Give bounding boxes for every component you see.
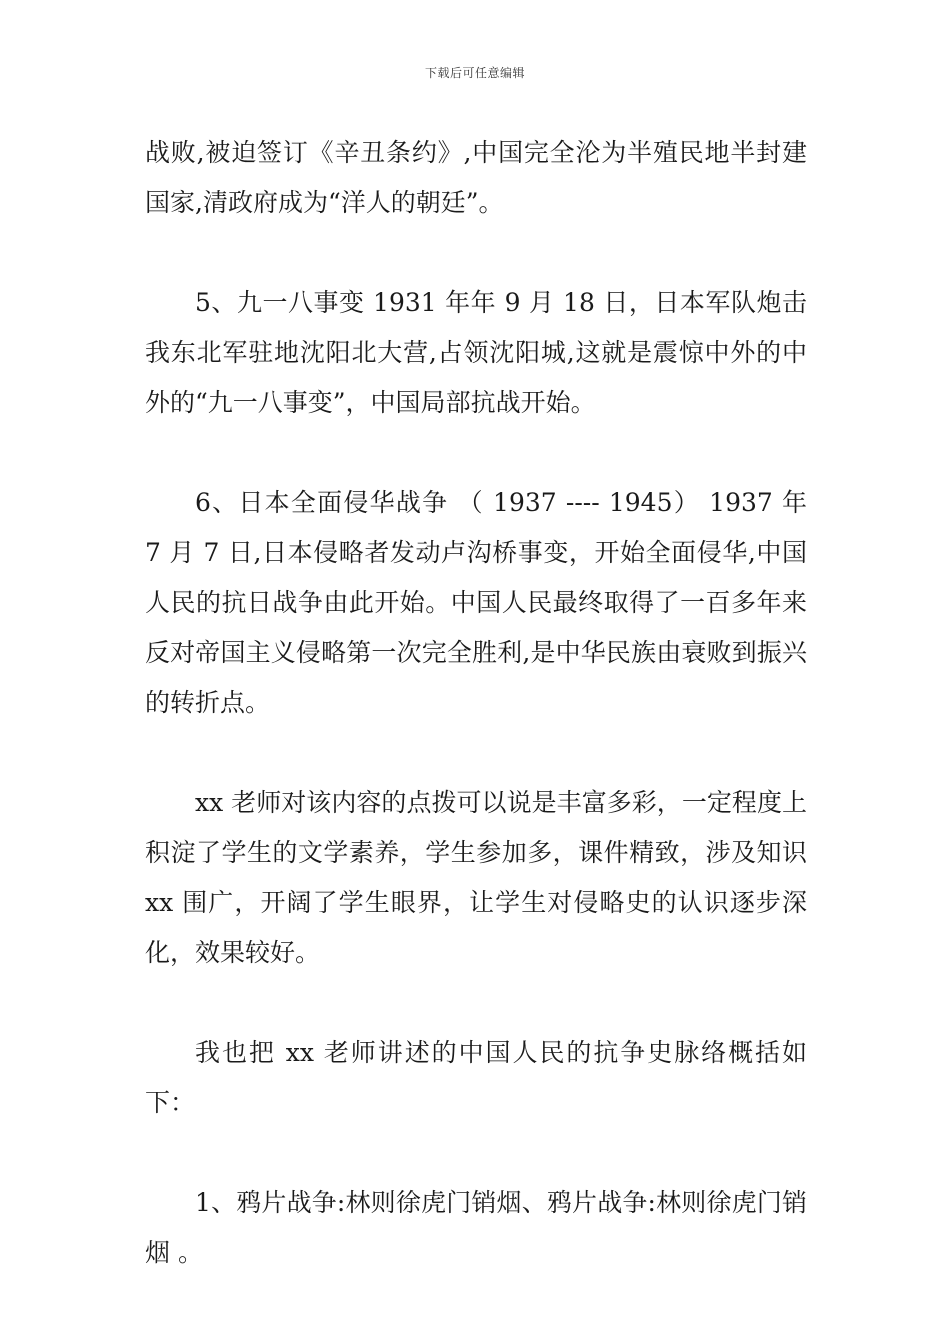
paragraph-full-scale-invasion: 6、日本全面侵华战争 （ 1937 ---- 1945） 1937 年 7 月 7 日,日本侵略者发动卢沟桥事变，开始全面侵华,中国人民的抗日战争由此开始。中国人民最终取得了一百多年来反对帝国主义侵略第一次完全胜利,是中华民族由衰败到振兴的转折点。 [145,488,807,717]
paragraph-spacer [145,728,807,778]
paragraph-spacer [145,428,807,478]
paragraph-teacher-comment: xx 老师对该内容的点拨可以说是丰富多彩，一定程度上积淀了学生的文学素养，学生参加多，课件精致，涉及知识 xx 围广，开阔了学生眼界，让学生对侵略史的认识逐步深化，效果较好。 [145,788,807,967]
paragraph-mukden-incident: 5、九一八事变 1931 年年 9 月 18 日，日本军队炮击我东北军驻地沈阳北大营,占领沈阳城,这就是震惊中外的中外的“九一八事变”，中国局部抗战开始。 [145,288,807,417]
page-header-note: 下载后可任意编辑 [424,66,525,80]
paragraph-opium-war: 1、鸦片战争:林则徐虎门销烟、鸦片战争:林则徐虎门销烟 。 [145,1188,807,1267]
paragraph-summary-intro: 我也把 xx 老师讲述的中国人民的抗争史脉络概括如下： [145,1038,807,1117]
paragraph-spacer [145,228,807,278]
paragraph-spacer [145,1128,807,1178]
paragraph-spacer [145,978,807,1028]
paragraph-continuation: 战败,被迫签订《辛丑条约》,中国完全沦为半殖民地半封建国家,清政府成为“洋人的朝廷”。 [145,138,807,217]
document-body [145,128,807,1278]
